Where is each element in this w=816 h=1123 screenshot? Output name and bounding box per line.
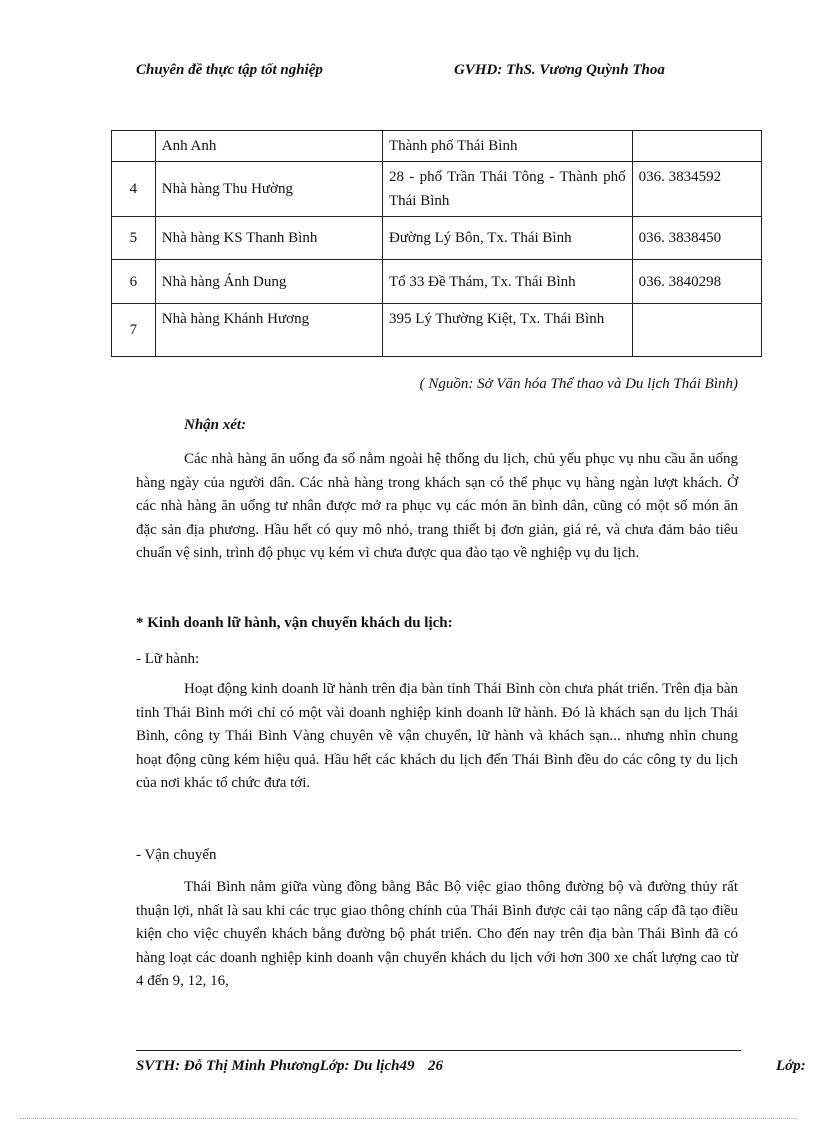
restaurant-name: Anh Anh xyxy=(155,131,382,162)
remark-heading: Nhận xét: xyxy=(184,417,247,433)
restaurant-address: Thành phố Thái Bình xyxy=(382,131,632,162)
table-row xyxy=(112,162,762,217)
table-row xyxy=(112,131,762,162)
travel-label: - Lữ hành: xyxy=(136,651,200,667)
restaurant-address: Đường Lý Bôn, Tx. Thái Bình xyxy=(382,217,632,260)
restaurant-name: Nhà hàng Ánh Dung xyxy=(155,260,382,304)
restaurant-address: 395 Lý Thường Kiệt, Tx. Thái Bình xyxy=(382,304,632,357)
restaurant-name: Nhà hàng Thu Hường xyxy=(155,162,382,217)
header-right: GVHD: ThS. Vương Quỳnh Thoa xyxy=(454,62,665,78)
restaurant-name: Nhà hàng Khánh Hương xyxy=(155,304,382,357)
table-row xyxy=(112,304,762,357)
restaurant-phone xyxy=(632,131,761,162)
table-row xyxy=(112,217,762,260)
restaurant-table xyxy=(111,130,762,357)
source-note: ( Nguồn: Sở Văn hóa Thể thao và Du lịch Thái Bình) xyxy=(419,376,738,392)
header-left: Chuyên đề thực tập tốt nghiệp xyxy=(136,62,323,78)
restaurant-phone: 036. 3838450 xyxy=(632,217,761,260)
restaurant-phone xyxy=(632,304,761,357)
restaurant-address: Tổ 33 Đề Thám, Tx. Thái Bình xyxy=(382,260,632,304)
travel-paragraph: Hoạt động kinh doanh lữ hành trên địa bàn tỉnh Thái Bình còn chưa phát triển. Trên địa bàn tỉnh Thái Bình mới chỉ có một vài doanh nghiệp kinh doanh lữ hành. Đó là khách sạn du lịch Thái Bình, công ty Thái Bình Vàng chuyên về vận chuyển, lữ hành và khách sạn... nhưng nhìn chung hoạt động cũng kém hiệu quả. Hầu hết các khách du lịch đến Thái Bình đều do các công ty du lịch của nơi khác tổ chức đưa tới. xyxy=(136,681,738,791)
page-number: 26 xyxy=(428,1058,443,1074)
restaurant-phone: 036. 3840298 xyxy=(632,260,761,304)
footer-left: SVTH: Đỗ Thị Minh PhươngLớp: Du lịch49 xyxy=(136,1058,415,1074)
remark-paragraph: Các nhà hàng ăn uống đa số nằm ngoài hệ thống du lịch, chủ yếu phục vụ nhu cầu ăn uống hàng ngày của người dân. Các nhà hàng trong khách sạn có thể phục vụ hàng ngàn lượt khách. Ở các nhà hàng ăn uống tư nhân được mở ra phục vụ các món ăn bình dân, cũng có một số món ăn đặc sản địa phương. Hầu hết có quy mô nhỏ, trang thiết bị đơn giản, giá rẻ, và chưa đảm bảo tiêu chuẩn vệ sinh, trình độ phục vụ kém vì chưa được qua đào tạo về nghiệp vụ du lịch. xyxy=(136,451,738,561)
transport-label: - Vận chuyển xyxy=(136,847,217,863)
row-number: 6 xyxy=(112,260,156,304)
footer-rule xyxy=(136,1050,741,1051)
transport-paragraph: Thái Bình nằm giữa vùng đồng bằng Bắc Bộ việc giao thông đường bộ và đường thủy rất thuận lợi, nhất là sau khi các trục giao thông chính của Thái Bình được cải tạo nâng cấp đã tạo điều kiện cho việc chuyển khách bằng đường bộ phát triển. Cho đến nay trên địa bàn Thái Bình đã có hàng loạt các doanh nghiệp kinh doanh vận chuyển khách du lịch với hơn 300 xe chất lượng cao từ 4 đến 9, 12, 16, xyxy=(136,879,738,989)
table-row xyxy=(112,260,762,304)
page-bottom-divider xyxy=(20,1118,796,1119)
row-number: 5 xyxy=(112,217,156,260)
restaurant-address: 28 - phố Trần Thái Tông - Thành phố Thái Bình xyxy=(382,162,632,217)
row-number: 7 xyxy=(112,304,156,357)
section-heading: * Kinh doanh lữ hành, vận chuyển khách du lịch: xyxy=(136,615,453,631)
footer-right: Lớp: xyxy=(776,1058,806,1074)
restaurant-name: Nhà hàng KS Thanh Bình xyxy=(155,217,382,260)
restaurant-phone: 036. 3834592 xyxy=(632,162,761,217)
row-number: 4 xyxy=(112,162,156,217)
row-number xyxy=(112,131,156,162)
